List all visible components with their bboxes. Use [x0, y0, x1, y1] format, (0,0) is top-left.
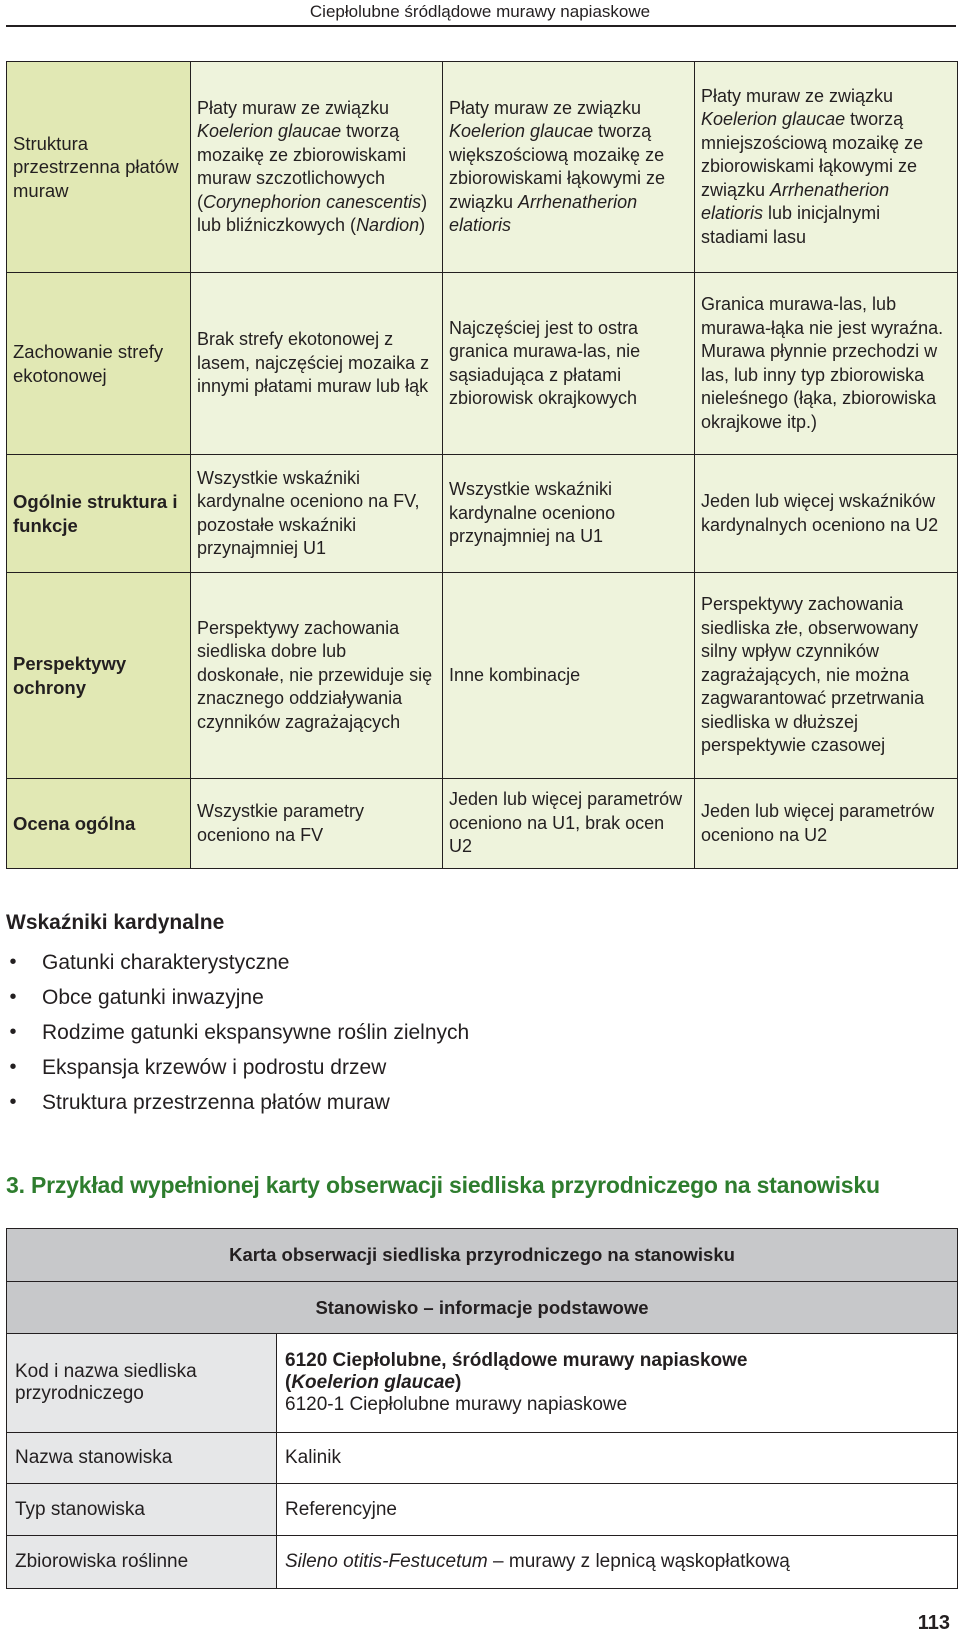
bullet-icon: • [9, 1091, 17, 1113]
u1-cell: Wszystkie wskaźniki kardynalne oceniono przynajmniej na U1 [443, 455, 695, 573]
list-item: • Gatunki charakterystyczne [6, 945, 469, 980]
fv-cell: Wszystkie wskaźniki kardynalne oceniono na FV, pozostałe wskaźniki przynajmniej U1 [191, 455, 443, 573]
u1-cell: Najczęściej jest to ostra granica murawa-las, nie sąsiadująca z płatami zbiorowisk okrajkowych [443, 273, 695, 455]
table-row [7, 62, 958, 273]
running-header: Ciepłolubne śródlądowe murawy napiaskowe [309, 2, 651, 21]
table-row [7, 1536, 958, 1589]
table-row [7, 1282, 958, 1334]
bullet-icon: • [9, 986, 17, 1008]
u2-cell: Jeden lub więcej wskaźników kardynalnych oceniono na U2 [695, 455, 958, 573]
kardynalne-heading: Wskaźniki kardynalne [6, 911, 225, 934]
u1-cell: Inne kombinacje [443, 573, 695, 779]
code-label: Kod i nazwa siedliska przyrodniczego [7, 1334, 277, 1433]
fv-cell: Płaty muraw ze związku Koelerion glaucae tworzą mozaikę ze zbiorowiskami muraw szczotlichowych (Corynephorion canescentis) lub bliźniczkowych (Nardion) [191, 62, 443, 273]
u2-cell: Jeden lub więcej parametrów oceniono na U2 [695, 779, 958, 869]
row-label: Struktura przestrzenna płatów muraw [7, 62, 191, 273]
table-row [7, 1334, 958, 1433]
observation-card-table [6, 1228, 958, 1589]
type-value: Referencyjne [277, 1484, 958, 1536]
card-title: Karta obserwacji siedliska przyrodniczego na stanowisku [7, 1229, 958, 1282]
bullet-icon: • [9, 1021, 17, 1043]
list-item: • Ekspansja krzewów i podrostu drzew [6, 1050, 469, 1085]
list-item: • Rodzime gatunki ekspansywne roślin zielnych [6, 1015, 469, 1050]
row-label: Ogólnie struktura i funkcje [7, 455, 191, 573]
communities-label: Zbiorowiska roślinne [7, 1536, 277, 1589]
section-title: 3. Przykład wypełnionej karty obserwacji siedliska przyrodniczego na stanowisku [6, 1172, 880, 1198]
list-item: • Struktura przestrzenna płatów muraw [6, 1085, 469, 1120]
type-label: Typ stanowiska [7, 1484, 277, 1536]
table-row [7, 273, 958, 455]
u2-cell: Granica murawa-las, lub murawa-łąka nie jest wyraźna. Murawa płynnie przechodzi w las, lub inny typ zbiorowiska nieleśnego (łąka, zbiorowiska okrajkowe itp.) [695, 273, 958, 455]
kardynalne-list [6, 945, 469, 1120]
table-row [7, 779, 958, 869]
site-label: Nazwa stanowiska [7, 1433, 277, 1484]
header-rule [6, 25, 956, 27]
table-row [7, 1484, 958, 1536]
site-value: Kalinik [277, 1433, 958, 1484]
u2-cell: Płaty muraw ze związku Koelerion glaucae tworzą mniejszościową mozaikę ze zbiorowiskami łąkowymi ze związku Arrhenatherion elatioris lub inicjalnymi stadiami lasu [695, 62, 958, 273]
table-row [7, 573, 958, 779]
u1-cell: Płaty muraw ze związku Koelerion glaucae tworzą większościową mozaikę ze zbiorowiskami łąkowymi ze związku Arrhenatherion elatioris [443, 62, 695, 273]
communities-value: Sileno otitis-Festucetum – murawy z lepnicą wąskopłatkową [277, 1536, 958, 1589]
table-row [7, 1433, 958, 1484]
page-number: 113 [917, 1612, 950, 1634]
table-row [7, 455, 958, 573]
code-value: 6120 Ciepłolubne, śródlądowe murawy napiaskowe (Koelerion glaucae) 6120-1 Ciepłolubne murawy napiaskowe [277, 1334, 958, 1433]
row-label: Perspektywy ochrony [7, 573, 191, 779]
u2-cell: Perspektywy zachowania siedliska złe, obserwowany silny wpływ czynników zagrażających, nie można zagwarantować przetrwania siedliska w dłuższej perspektywie czasowej [695, 573, 958, 779]
bullet-icon: • [9, 1056, 17, 1078]
fv-cell: Brak strefy ekotonowej z lasem, najczęściej mozaika z innymi płatami muraw lub łąk [191, 273, 443, 455]
list-item: • Obce gatunki inwazyjne [6, 980, 469, 1015]
row-label: Zachowanie strefy ekotonowej [7, 273, 191, 455]
table-row [7, 1229, 958, 1282]
u1-cell: Jeden lub więcej parametrów oceniono na U1, brak ocen U2 [443, 779, 695, 869]
fv-cell: Perspektywy zachowania siedliska dobre lub doskonałe, nie przewiduje się znacznego oddziaływania czynników zagrażających [191, 573, 443, 779]
bullet-icon: • [9, 951, 17, 973]
assessment-table [6, 61, 958, 869]
card-subtitle: Stanowisko – informacje podstawowe [7, 1282, 958, 1334]
row-label: Ocena ogólna [7, 779, 191, 869]
fv-cell: Wszystkie parametry oceniono na FV [191, 779, 443, 869]
